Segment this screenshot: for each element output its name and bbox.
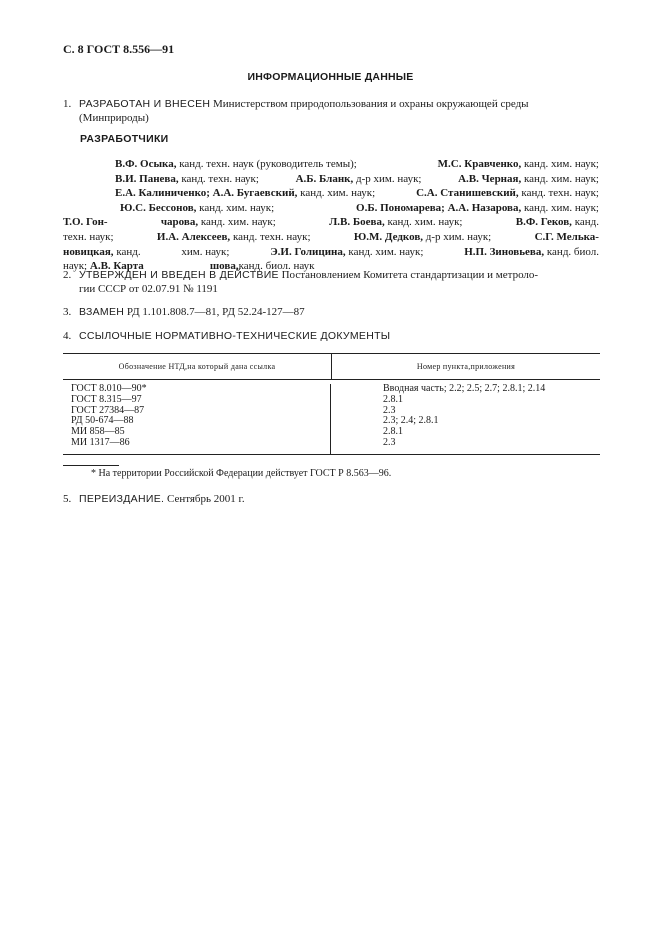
author-name: Е.А. Калиниченко; А.А. Бугаевский, xyxy=(115,187,298,200)
author-degree: техн. наук; xyxy=(63,230,114,243)
item-text: Постановлением Комитета стандартизации и метроло- xyxy=(278,269,539,281)
author-name: О.Б. Пономарева; А.А. Назарова, xyxy=(356,201,522,214)
page-header: С. 8 ГОСТ 8.556—91 xyxy=(63,42,175,56)
developers-heading: РАЗРАБОТЧИКИ xyxy=(80,133,169,145)
table-column-clauses xyxy=(331,384,599,454)
author-name: Н.П. Зиновьева, xyxy=(464,245,545,258)
column-header: Обозначение НТД,на который дана ссылка xyxy=(63,354,332,379)
authors-line xyxy=(63,215,599,230)
author-name: Ю.С. Бессонов, xyxy=(120,201,197,214)
item-number: 4. xyxy=(63,330,72,342)
author-name: С.А. Станишевский, xyxy=(416,187,519,200)
author-name: А.В. Карта xyxy=(89,260,144,273)
item-number: 1. xyxy=(63,98,72,110)
authors-line xyxy=(80,172,599,187)
table-cell: 2.8.1 xyxy=(383,393,403,405)
author-name: А.В. Черная, xyxy=(458,172,522,185)
authors-line xyxy=(80,201,599,216)
author-degree: канд. биол. xyxy=(544,245,599,258)
table-cell: ГОСТ 27384—87 xyxy=(71,404,145,416)
item-3 xyxy=(63,305,603,319)
item-heading: ССЫЛОЧНЫЕ НОРМАТИВНО-ТЕХНИЧЕСКИЕ ДОКУМЕНТЫ xyxy=(79,330,391,342)
page-title: ИНФОРМАЦИОННЫЕ ДАННЫЕ xyxy=(247,71,414,83)
author-degree: канд. хим. наук; xyxy=(198,216,276,229)
item-1 xyxy=(63,97,603,125)
item-2 xyxy=(63,268,603,296)
item-4 xyxy=(63,329,603,343)
authors-line xyxy=(63,245,599,260)
author-name: В.Ф. Геков, xyxy=(515,216,572,229)
item-text: РД 1.101.808.7—81, РД 52.24-127—87 xyxy=(124,306,305,318)
author-name: Т.О. Гон- xyxy=(63,216,108,229)
author-name: М.С. Кравченко, xyxy=(437,158,522,170)
authors-line xyxy=(63,230,599,245)
author-degree: канд. хим. наук; xyxy=(384,216,463,229)
author-degree: канд. xyxy=(113,245,141,258)
author-degree: канд. техн. наук (руководитель темы); xyxy=(176,158,357,170)
table-cell: РД 50-674—88 xyxy=(71,415,134,427)
authors-line xyxy=(80,186,599,201)
item-heading: ПЕРЕИЗДАНИЕ. xyxy=(79,493,165,505)
table-cell: МИ 858—85 xyxy=(71,426,125,438)
author-name: Э.И. Голицина, xyxy=(270,245,346,258)
author-name: чарова, xyxy=(160,216,199,229)
table-cell: ГОСТ 8.010—90* xyxy=(71,383,147,394)
author-degree: канд. хим. наук; xyxy=(345,245,424,258)
table-cell: 2.3; 2.4; 2.8.1 xyxy=(383,415,439,427)
table-cell: МИ 1317—86 xyxy=(71,436,130,448)
table-column-documents xyxy=(63,384,331,454)
author-degree: канд. хим. наук; xyxy=(521,172,599,185)
table-body xyxy=(63,380,600,454)
table-header xyxy=(63,354,600,380)
author-degree: канд. техн. наук; xyxy=(230,230,311,243)
author-name: В.Ф. Осыка, xyxy=(115,158,177,170)
author-degree: канд. хим. наук; xyxy=(521,158,599,170)
author-name: новицкая, xyxy=(63,245,114,258)
author-degree: канд. биол. наук xyxy=(238,260,315,273)
table-cell: 2.3 xyxy=(383,404,396,416)
references-table xyxy=(63,353,600,455)
author-degree: канд. техн. наук; xyxy=(518,187,599,200)
author-name: Л.В. Боева, xyxy=(329,216,385,229)
item-number: 5. xyxy=(63,493,72,505)
author-degree: хим. наук; xyxy=(181,245,230,258)
item-number: 2. xyxy=(63,269,72,281)
item-text-continued: гии СССР от 02.07.91 № 1191 xyxy=(79,283,218,295)
column-header: Номер пункта,приложения xyxy=(416,362,516,371)
author-degree: канд. техн. наук; xyxy=(178,172,259,185)
authors-line xyxy=(80,157,599,172)
authors-list xyxy=(63,157,599,274)
author-degree: канд. хим. наук; xyxy=(297,187,376,200)
table-cell: 2.8.1 xyxy=(383,426,403,438)
item-number: 3. xyxy=(63,306,72,318)
item-heading: УТВЕРЖДЕН И ВВЕДЕН В ДЕЙСТВИЕ xyxy=(79,269,279,281)
author-degree: д-р хим. наук; xyxy=(353,172,422,185)
footnote: * На территории Российской Федерации действует ГОСТ Р 8.563—96. xyxy=(91,468,392,479)
author-degree: д-р хим. наук; xyxy=(423,230,492,243)
item-5 xyxy=(63,492,603,506)
item-heading: РАЗРАБОТАН И ВНЕСЕН xyxy=(79,98,211,110)
author-degree: канд. хим. наук; xyxy=(521,201,599,214)
author-name: В.И. Панева, xyxy=(115,172,179,185)
footnote-divider xyxy=(63,465,119,466)
author-degree: наук; xyxy=(63,260,88,273)
item-text: Сентябрь 2001 г. xyxy=(164,493,245,505)
author-name: Ю.М. Дедков, xyxy=(353,230,424,243)
table-cell: 2.3 xyxy=(383,436,396,448)
item-heading: ВЗАМЕН xyxy=(79,306,125,318)
author-degree: канд. xyxy=(571,216,599,229)
table-cell: Вводная часть; 2.2; 2.5; 2.7; 2.8.1; 2.14 xyxy=(383,383,546,394)
table-cell: ГОСТ 8.315—97 xyxy=(71,393,142,405)
item-text: Министерством природопользования и охраны окружающей среды xyxy=(210,98,529,110)
item-text-continued: (Минприроды) xyxy=(79,112,149,124)
author-name: А.Б. Бланк, xyxy=(295,172,354,185)
author-name: С.Г. Мелька- xyxy=(534,230,599,243)
author-degree: канд. хим. наук; xyxy=(196,201,275,214)
author-name: шова, xyxy=(209,260,239,273)
author-name: И.А. Алексеев, xyxy=(156,230,231,243)
